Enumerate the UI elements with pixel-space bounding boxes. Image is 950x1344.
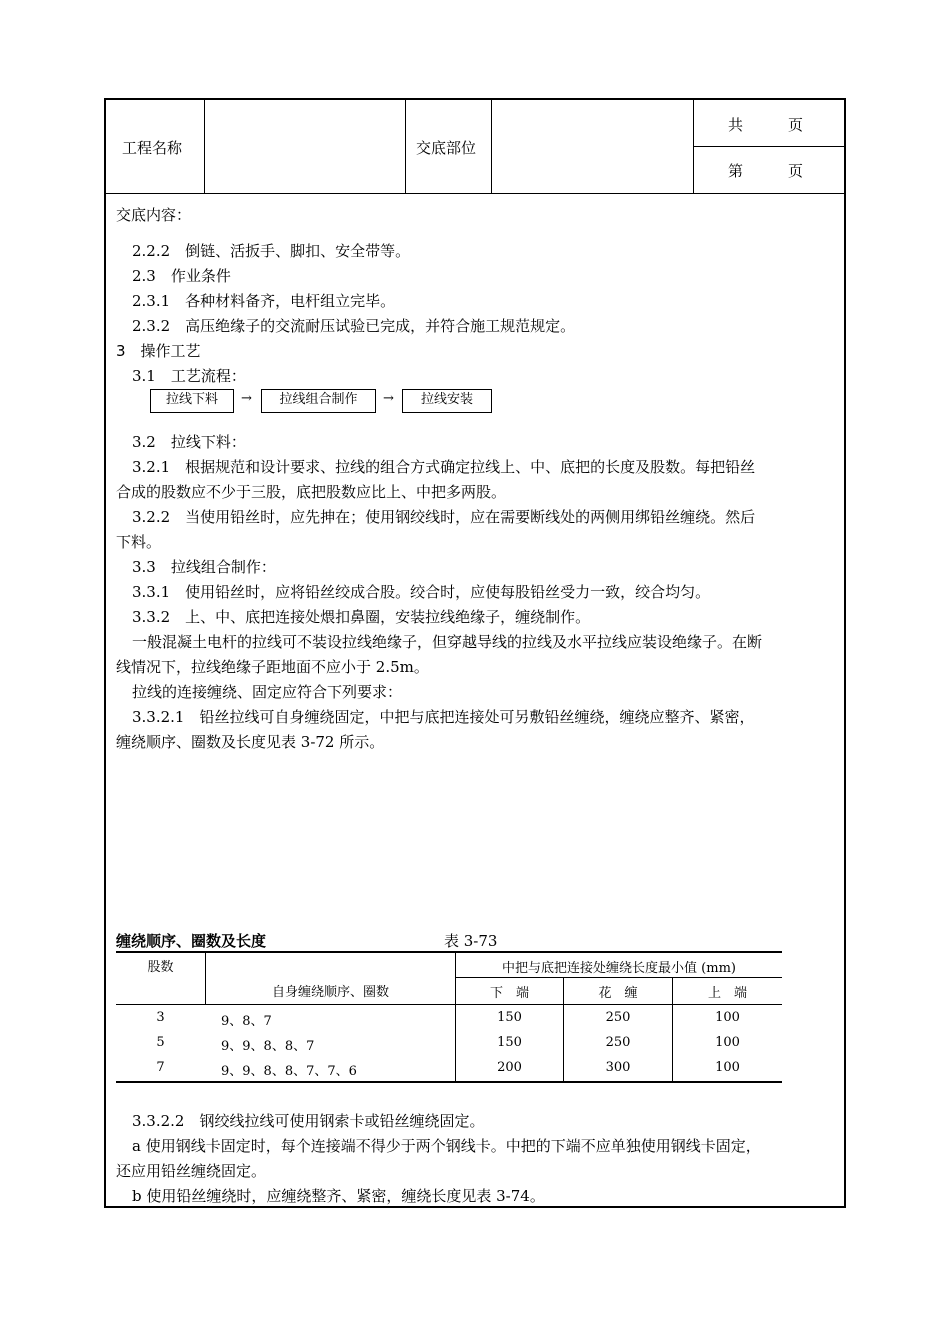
column-header-upper: 上 端	[707, 986, 747, 1001]
flow-arrow-icon: →	[241, 391, 252, 406]
table-rule	[116, 951, 782, 953]
content-label: 交底内容：	[116, 206, 192, 224]
table-title: 缠绕顺序、圈数及长度	[116, 932, 267, 950]
paragraph: 缠绕顺序、圈数及长度见表 3-72 所示。	[116, 733, 385, 751]
paragraph: 2.2.2 倒链、活扳手、脚扣、安全带等。	[132, 242, 411, 260]
table-cell-lower: 200	[497, 1060, 522, 1075]
table-cell-sequence: 9、9、8、8、7	[221, 1039, 315, 1054]
project-name-field[interactable]	[211, 137, 401, 157]
table-cell-sequence: 9、8、7	[221, 1014, 272, 1029]
table-cell-strands: 7	[156, 1060, 165, 1075]
flow-step-cut: 拉线下料	[150, 389, 234, 413]
location-label: 交底部位	[416, 139, 477, 157]
paragraph: 合成的股数应不少于三股，底把股数应比上、中把多两股。	[116, 483, 507, 501]
table-cell-lower: 150	[497, 1035, 522, 1050]
paragraph: 3.3.2 上、中、底把连接处煨扣鼻圈，安装拉线绝缘子，缠绕制作。	[132, 608, 591, 626]
location-field[interactable]	[498, 137, 688, 157]
paragraph: 2.3 作业条件	[132, 267, 231, 285]
table-number: 表 3-73	[444, 932, 498, 950]
column-header-strands: 股数	[147, 960, 174, 975]
column-header-group: 中把与底把连接处缠绕长度最小值 (mm)	[502, 961, 736, 976]
paragraph: 还应用铅丝缠绕固定。	[116, 1162, 267, 1180]
project-name-label: 工程名称	[122, 139, 183, 157]
header-divider	[106, 193, 844, 194]
header-divider	[491, 100, 492, 193]
flow-step-install: 拉线安装	[402, 389, 492, 413]
column-header-sequence: 自身缠绕顺序、圈数	[271, 985, 389, 1000]
total-pages-label: 共 页	[728, 116, 804, 134]
paragraph: 拉线的连接缠绕、固定应符合下列要求：	[132, 683, 403, 701]
table-cell-upper: 100	[715, 1010, 740, 1025]
paragraph: 3.2.1 根据规范和设计要求、拉线的组合方式确定拉线上、中、底把的长度及股数。每把铅丝	[132, 458, 756, 476]
table-cell-middle: 250	[605, 1010, 631, 1025]
disclosure-form	[104, 98, 846, 1208]
paragraph: 3.1 工艺流程：	[132, 367, 246, 385]
form-header	[106, 100, 844, 193]
table-cell-upper: 100	[715, 1035, 740, 1050]
paragraph: 线情况下，拉线绝缘子距地面不应小于 2.5m。	[116, 658, 429, 676]
table-cell-strands: 3	[156, 1010, 165, 1025]
page-number-label: 第 页	[728, 162, 804, 180]
table-rule	[455, 977, 782, 978]
paragraph: 3.2 拉线下料：	[132, 433, 246, 451]
table-cell-strands: 5	[156, 1035, 165, 1050]
section-heading: 3 操作工艺	[116, 342, 201, 360]
paragraph: 3.3 拉线组合制作：	[132, 558, 276, 576]
table-cell-lower: 150	[497, 1010, 522, 1025]
paragraph: b 使用铅丝缠绕时，应缠绕整齐、紧密，缠绕长度见表 3-74。	[132, 1187, 545, 1205]
paragraph: 3.3.1 使用铅丝时，应将铅丝绞成合股。绞合时，应使每股铅丝受力一致，绞合均匀。	[132, 583, 711, 601]
table-rule	[116, 1081, 782, 1083]
paragraph: 3.3.2.1 铅丝拉线可自身缠绕固定，中把与底把连接处可另敷铅丝缠绕，缠绕应整齐、紧密，	[132, 708, 755, 726]
flow-arrow-icon: →	[383, 391, 394, 406]
flow-step-assemble: 拉线组合制作	[261, 389, 376, 413]
table-cell-middle: 300	[605, 1060, 631, 1075]
paragraph: a 使用钢线卡固定时，每个连接端不得少于两个钢线卡。中把的下端不应单独使用钢线卡固定，	[132, 1137, 761, 1155]
table-cell-sequence: 9、9、8、8、7、7、6	[221, 1064, 357, 1079]
paragraph: 2.3.2 高压绝缘子的交流耐压试验已完成，并符合施工规范规定。	[132, 317, 576, 335]
table-cell-upper: 100	[715, 1060, 740, 1075]
table-rule	[116, 1004, 782, 1005]
paragraph: 下料。	[116, 533, 162, 551]
header-divider	[204, 100, 205, 193]
paragraph: 3.3.2.2 钢绞线拉线可使用钢索卡或铅丝缠绕固定。	[132, 1112, 485, 1130]
header-divider	[405, 100, 406, 193]
paragraph: 3.2.2 当使用铅丝时，应先抻在；使用钢绞线时，应在需要断线处的两侧用绑铅丝缠绕。然后	[132, 508, 756, 526]
header-divider	[694, 146, 844, 147]
paragraph: 2.3.1 各种材料备齐，电杆组立完毕。	[132, 292, 396, 310]
column-header-lower: 下 端	[489, 986, 529, 1001]
table-cell-middle: 250	[605, 1035, 631, 1050]
paragraph: 一般混凝土电杆的拉线可不装设拉线绝缘子，但穿越导线的拉线及水平拉线应装设绝缘子。在断	[132, 633, 763, 651]
column-header-middle: 花 缠	[598, 986, 638, 1001]
